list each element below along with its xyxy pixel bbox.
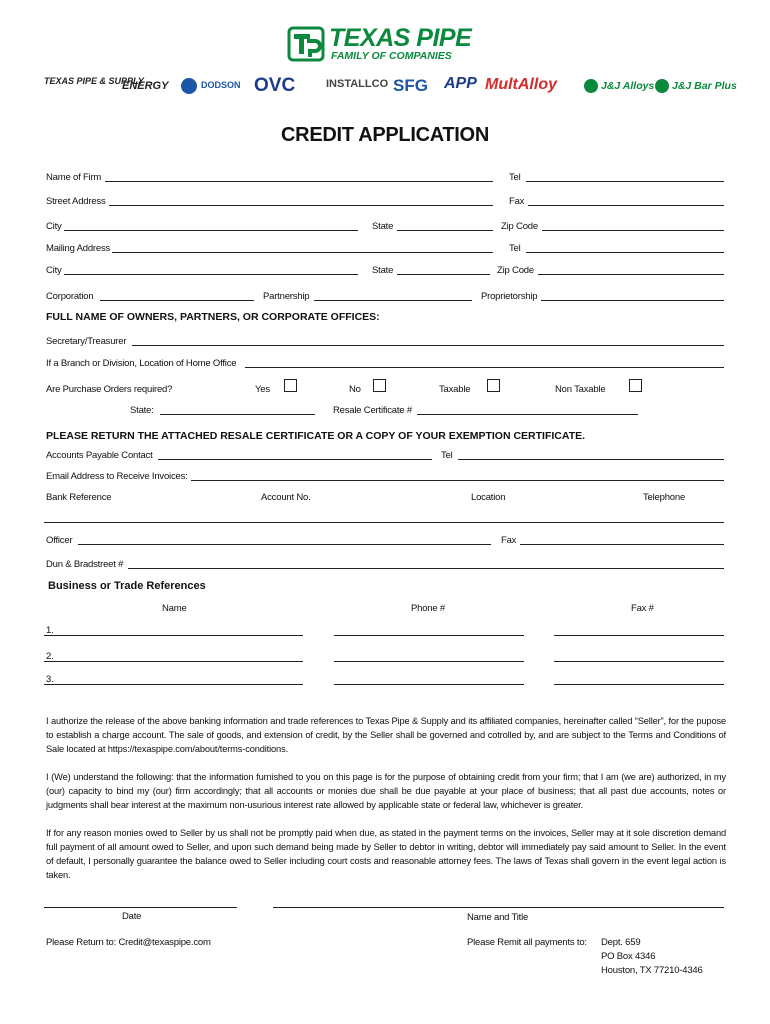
tel-field[interactable] [526,181,724,182]
resale-heading: PLEASE RETURN THE ATTACHED RESALE CERTIFICATE OR A COPY OF YOUR EXEMPTION CERTIFICATE. [46,430,586,442]
tax-state-label: State: [130,405,154,416]
name-of-firm-field[interactable] [105,181,493,182]
fax-label: Fax [509,196,525,207]
yes-label: Yes [255,384,270,395]
fax-field[interactable] [528,205,724,206]
remit-address-line: Dept. 659 [601,937,641,948]
logo-energy: ENERGY [122,80,169,92]
bank-telephone-label: Telephone [643,492,686,503]
bank-reference-label: Bank Reference [46,492,112,503]
jj-plus-badge-icon [655,79,669,93]
street-address-label: Street Address [46,196,106,207]
partnership-label: Partnership [263,291,310,302]
remit-address-line: PO Box 4346 [601,951,656,962]
bank-account-label: Account No. [261,492,311,503]
dodson-circle-icon [181,78,197,94]
proprietorship-label: Proprietorship [481,291,538,302]
secretary-field[interactable] [132,345,724,346]
officer-fax-label: Fax [501,535,517,546]
trade-name-field[interactable] [44,661,303,662]
officer-label: Officer [46,535,73,546]
mailing-state-field[interactable] [397,274,490,275]
bank-reference-field[interactable] [44,522,724,523]
mailing-zip-field[interactable] [538,274,724,275]
officer-fax-field[interactable] [520,544,724,545]
brand-name: TEXAS PIPE [329,24,472,52]
officer-field[interactable] [78,544,491,545]
ap-tel-field[interactable] [458,459,724,460]
authorization-paragraph: I authorize the release of the above banking information and trade references to Texas Pipe & Supply and its affiliated companies, hereinafter called “Seller”, for the pupose to establish a charge account. The sale of goods, and extension of credit, by the Seller shall be governed and cotrolled by, and are subject to the Terms and Conditions of Sale located at https://texaspipe.com/about/terms-conditions. [46,716,726,754]
branch-label: If a Branch or Division, Location of Home Office [46,358,237,369]
name-title-label: Name and Title [467,912,529,923]
city-label: City [46,221,62,232]
logo-installco: INSTALLCO [326,78,389,90]
trade-row-number: 1. [46,625,54,636]
proprietorship-field[interactable] [541,300,724,301]
non-taxable-checkbox[interactable] [629,379,642,392]
understanding-paragraph: I (We) understand the following: that the information furnished to you on this page is for the purpose of obtaining credit from your firm; that I am (we are) authorized, in my (our) capacity to bind my (our) firm accordingly; that all accounts or monies due shall be due payable at your place of business; that all past due accounts, notes or judgments shall bear interest at the maximum non-usurious interest rate allowed by applicable state or federal law, whichever is greater. [46,772,726,810]
resale-cert-label: Resale Certificate # [333,405,412,416]
trade-fax-field[interactable] [554,635,724,636]
corporation-field[interactable] [100,300,254,301]
tp-emblem-icon [287,26,325,62]
dun-field[interactable] [128,568,724,569]
mailing-city-label: City [46,265,62,276]
remit-address-line: Houston, TX 77210-4346 [601,965,703,976]
no-checkbox[interactable] [373,379,386,392]
no-label: No [349,384,361,395]
return-to-text: Please Return to: Credit@texaspipe.com [46,937,211,948]
mailing-address-label: Mailing Address [46,243,111,254]
partnership-field[interactable] [314,300,472,301]
zip-code-field[interactable] [542,230,724,231]
company-logos: TEXAS PIPE & SUPPLY ENERGY DODSON OVC INSTALLCO SFG APP MultAlloy J&J Alloys J&J Bar Plus [44,75,737,96]
page-title: CREDIT APPLICATION [281,124,489,146]
ap-tel-label: Tel [441,450,453,461]
trade-name-field[interactable] [44,635,303,636]
tel-label: Tel [509,172,521,183]
tax-state-field[interactable] [160,414,315,415]
po-required-label: Are Purchase Orders required? [46,384,173,395]
secretary-label: Secretary/Treasurer [46,336,127,347]
brand-tagline: FAMILY OF COMPANIES [331,50,452,62]
date-field[interactable] [44,907,237,908]
name-title-field[interactable] [273,907,724,908]
remit-label: Please Remit all payments to: [467,937,587,948]
zip-code-label: Zip Code [501,221,538,232]
trade-fax-col: Fax # [631,603,654,614]
trade-heading: Business or Trade References [48,580,206,592]
trade-phone-field[interactable] [334,661,524,662]
mailing-tel-field[interactable] [526,252,724,253]
trade-phone-field[interactable] [334,684,524,685]
logo-ovc: OVC [254,75,296,96]
mailing-tel-label: Tel [509,243,521,254]
taxable-label: Taxable [439,384,471,395]
trade-name-col: Name [162,603,187,614]
logo-texas-pipe-supply: TEXAS PIPE & SUPPLY [44,76,144,86]
trade-fax-field[interactable] [554,684,724,685]
non-taxable-label: Non Taxable [555,384,606,395]
yes-checkbox[interactable] [284,379,297,392]
street-address-field[interactable] [109,205,493,206]
name-of-firm-label: Name of Firm [46,172,102,183]
email-invoices-label: Email Address to Receive Invoices: [46,471,188,482]
jj-badge-icon [584,79,598,93]
city-field[interactable] [64,230,358,231]
dun-label: Dun & Bradstreet # [46,559,124,570]
guarantee-paragraph: If for any reason monies owed to Seller by us shall not be promptly paid when due, as stated in the payment terms on the invoices, Seller may at it sole discretion demand full payment of all amount owed to Seller, and upon such demand being made by Seller to debtor in writing, debtor will immediately pay said amount to Seller. In the event of default, I personally guarantee the balance owed to Seller including court costs and reasonable attorney fees. The laws of Texas shall govern in the event legal action is taken. [46,828,726,880]
logo-multalloy: MultAlloy [485,76,557,93]
brand-logo [287,26,487,66]
branch-field[interactable] [245,367,724,368]
taxable-checkbox[interactable] [487,379,500,392]
logo-app: APP [444,75,477,92]
bank-location-label: Location [471,492,506,503]
trade-row-number: 2. [46,651,54,662]
owners-heading: FULL NAME OF OWNERS, PARTNERS, OR CORPORATE OFFICES: [46,311,380,323]
trade-fax-field[interactable] [554,661,724,662]
date-label: Date [122,911,142,922]
mailing-address-field[interactable] [112,252,493,253]
resale-cert-field[interactable] [417,414,638,415]
trade-name-field[interactable] [44,684,303,685]
mailing-state-label: State [372,265,394,276]
state-field[interactable] [397,230,493,231]
mailing-zip-label: Zip Code [497,265,534,276]
email-invoices-field[interactable] [191,480,724,481]
logo-sfg: SFG [393,76,428,95]
state-label: State [372,221,394,232]
trade-row-number: 3. [46,674,54,685]
corporation-label: Corporation [46,291,94,302]
ap-contact-label: Accounts Payable Contact [46,450,153,461]
ap-contact-field[interactable] [158,459,432,460]
trade-phone-col: Phone # [411,603,445,614]
mailing-city-field[interactable] [64,274,358,275]
trade-phone-field[interactable] [334,635,524,636]
